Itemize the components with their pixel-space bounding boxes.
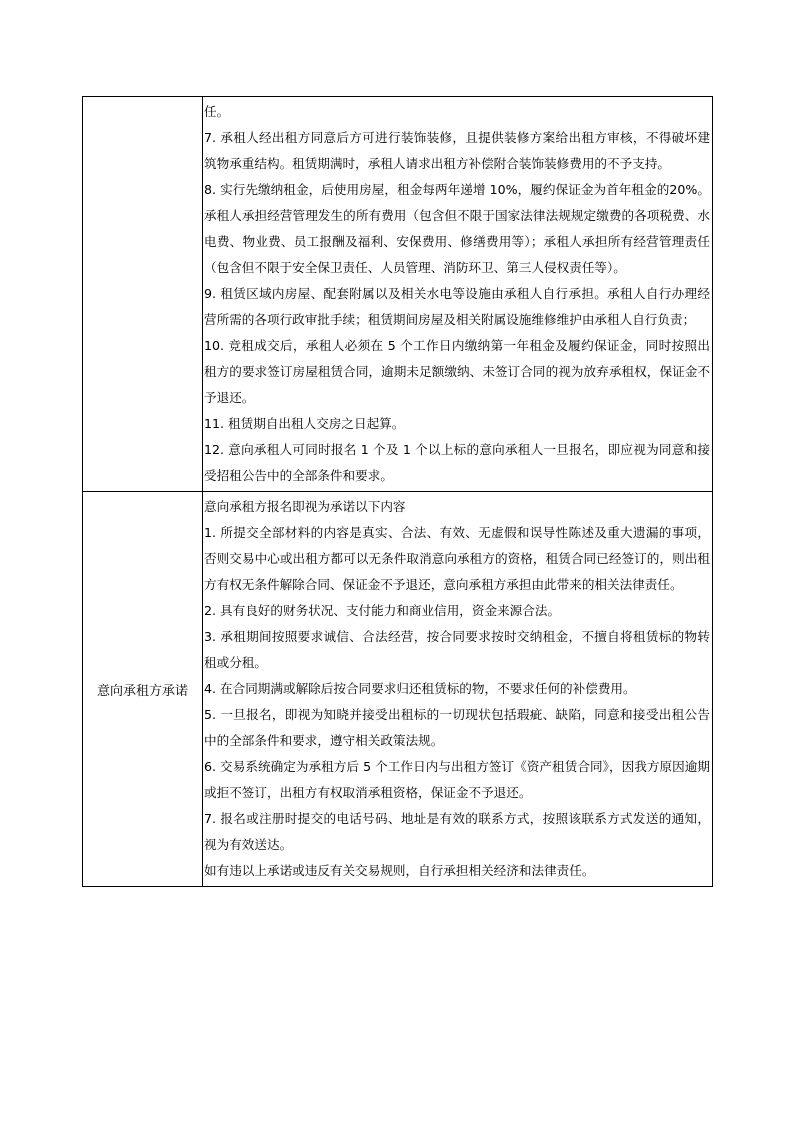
term-paragraph: 10. 竞租成交后，承租人必须在 5 个工作日内缴纳第一年租金及履约保证金，同时按照出租方的要求签订房屋租赁合同，逾期未足额缴纳、未签订合同的视为放弃承租权，保证金不予退还。 bbox=[204, 338, 710, 405]
table-row-terms-continued bbox=[83, 97, 713, 492]
terms-table bbox=[82, 96, 713, 887]
row-label-terms bbox=[83, 97, 203, 492]
commitment-paragraph: 2. 具有良好的财务状况、支付能力和商业信用，资金来源合法。 bbox=[204, 603, 561, 618]
table-row-commitment bbox=[83, 492, 713, 887]
term-paragraph: 任。 bbox=[204, 104, 230, 119]
commitment-paragraph: 如有违以上承诺或违反有关交易规则，自行承担相关经济和法律责任。 bbox=[204, 863, 595, 878]
row-label-commitment: 意向承租方承诺 bbox=[83, 492, 203, 887]
terms-content-cell bbox=[203, 97, 713, 492]
commitment-paragraph: 3. 承租期间按照要求诚信、合法经营，按合同要求按时交纳租金，不擅自将租赁标的物转租或分租。 bbox=[204, 629, 710, 670]
commitment-paragraph: 6. 交易系统确定为承租方后 5 个工作日内与出租方签订《资产租赁合同》，因我方原因逾期或拒不签订，出租方有权取消承租资格，保证金不予退还。 bbox=[204, 759, 710, 800]
commitment-paragraph: 1. 所提交全部材料的内容是真实、合法、有效、无虚假和误导性陈述及重大遗漏的事项，否则交易中心或出租方都可以无条件取消意向承租方的资格，租赁合同已经签订的，则出租方有权无条件解除合同、保证金不予退还，意向承租方承担由此带来的相关法律责任。 bbox=[204, 525, 710, 592]
term-paragraph: 7. 承租人经出租方同意后方可进行装饰装修，且提供装修方案给出租方审核，不得破坏建筑物承重结构。租赁期满时，承租人请求出租方补偿附合装饰装修费用的不予支持。 bbox=[204, 130, 710, 171]
term-paragraph: 8. 实行先缴纳租金，后使用房屋，租金每两年递增 10%，履约保证金为首年租金的20%。承租人承担经营管理发生的所有费用（包含但不限于国家法律法规规定缴费的各项税费、水电费、物业费、员工报酬及福利、安保费用、修缮费用等）；承租人承担所有经营管理责任（包含但不限于安全保卫责任、人员管理、消防环卫、第三人侵权责任等）。 bbox=[204, 182, 710, 275]
commitment-content-cell bbox=[203, 492, 713, 887]
commitment-paragraph: 意向承租方报名即视为承诺以下内容 bbox=[204, 499, 406, 514]
term-paragraph: 9. 租赁区域内房屋、配套附属以及相关水电等设施由承租人自行承担。承租人自行办理经营所需的各项行政审批手续；租赁期间房屋及相关附属设施维修维护由承租人自行负责； bbox=[204, 286, 710, 327]
commitment-paragraph: 4. 在合同期满或解除后按合同要求归还租赁标的物，不要求任何的补偿费用。 bbox=[204, 681, 636, 696]
term-paragraph: 11. 租赁期自出租人交房之日起算。 bbox=[204, 416, 405, 431]
term-paragraph: 12. 意向承租人可同时报名 1 个及 1 个以上标的意向承租人一旦报名，即应视为同意和接受招租公告中的全部条件和要求。 bbox=[204, 442, 710, 483]
commitment-paragraph: 7. 报名或注册时提交的电话号码、地址是有效的联系方式，按照该联系方式发送的通知，视为有效送达。 bbox=[204, 811, 710, 852]
commitment-paragraph: 5. 一旦报名，即视为知晓并接受出租标的一切现状包括瑕疵、缺陷，同意和接受出租公告中的全部条件和要求，遵守相关政策法规。 bbox=[204, 707, 710, 748]
